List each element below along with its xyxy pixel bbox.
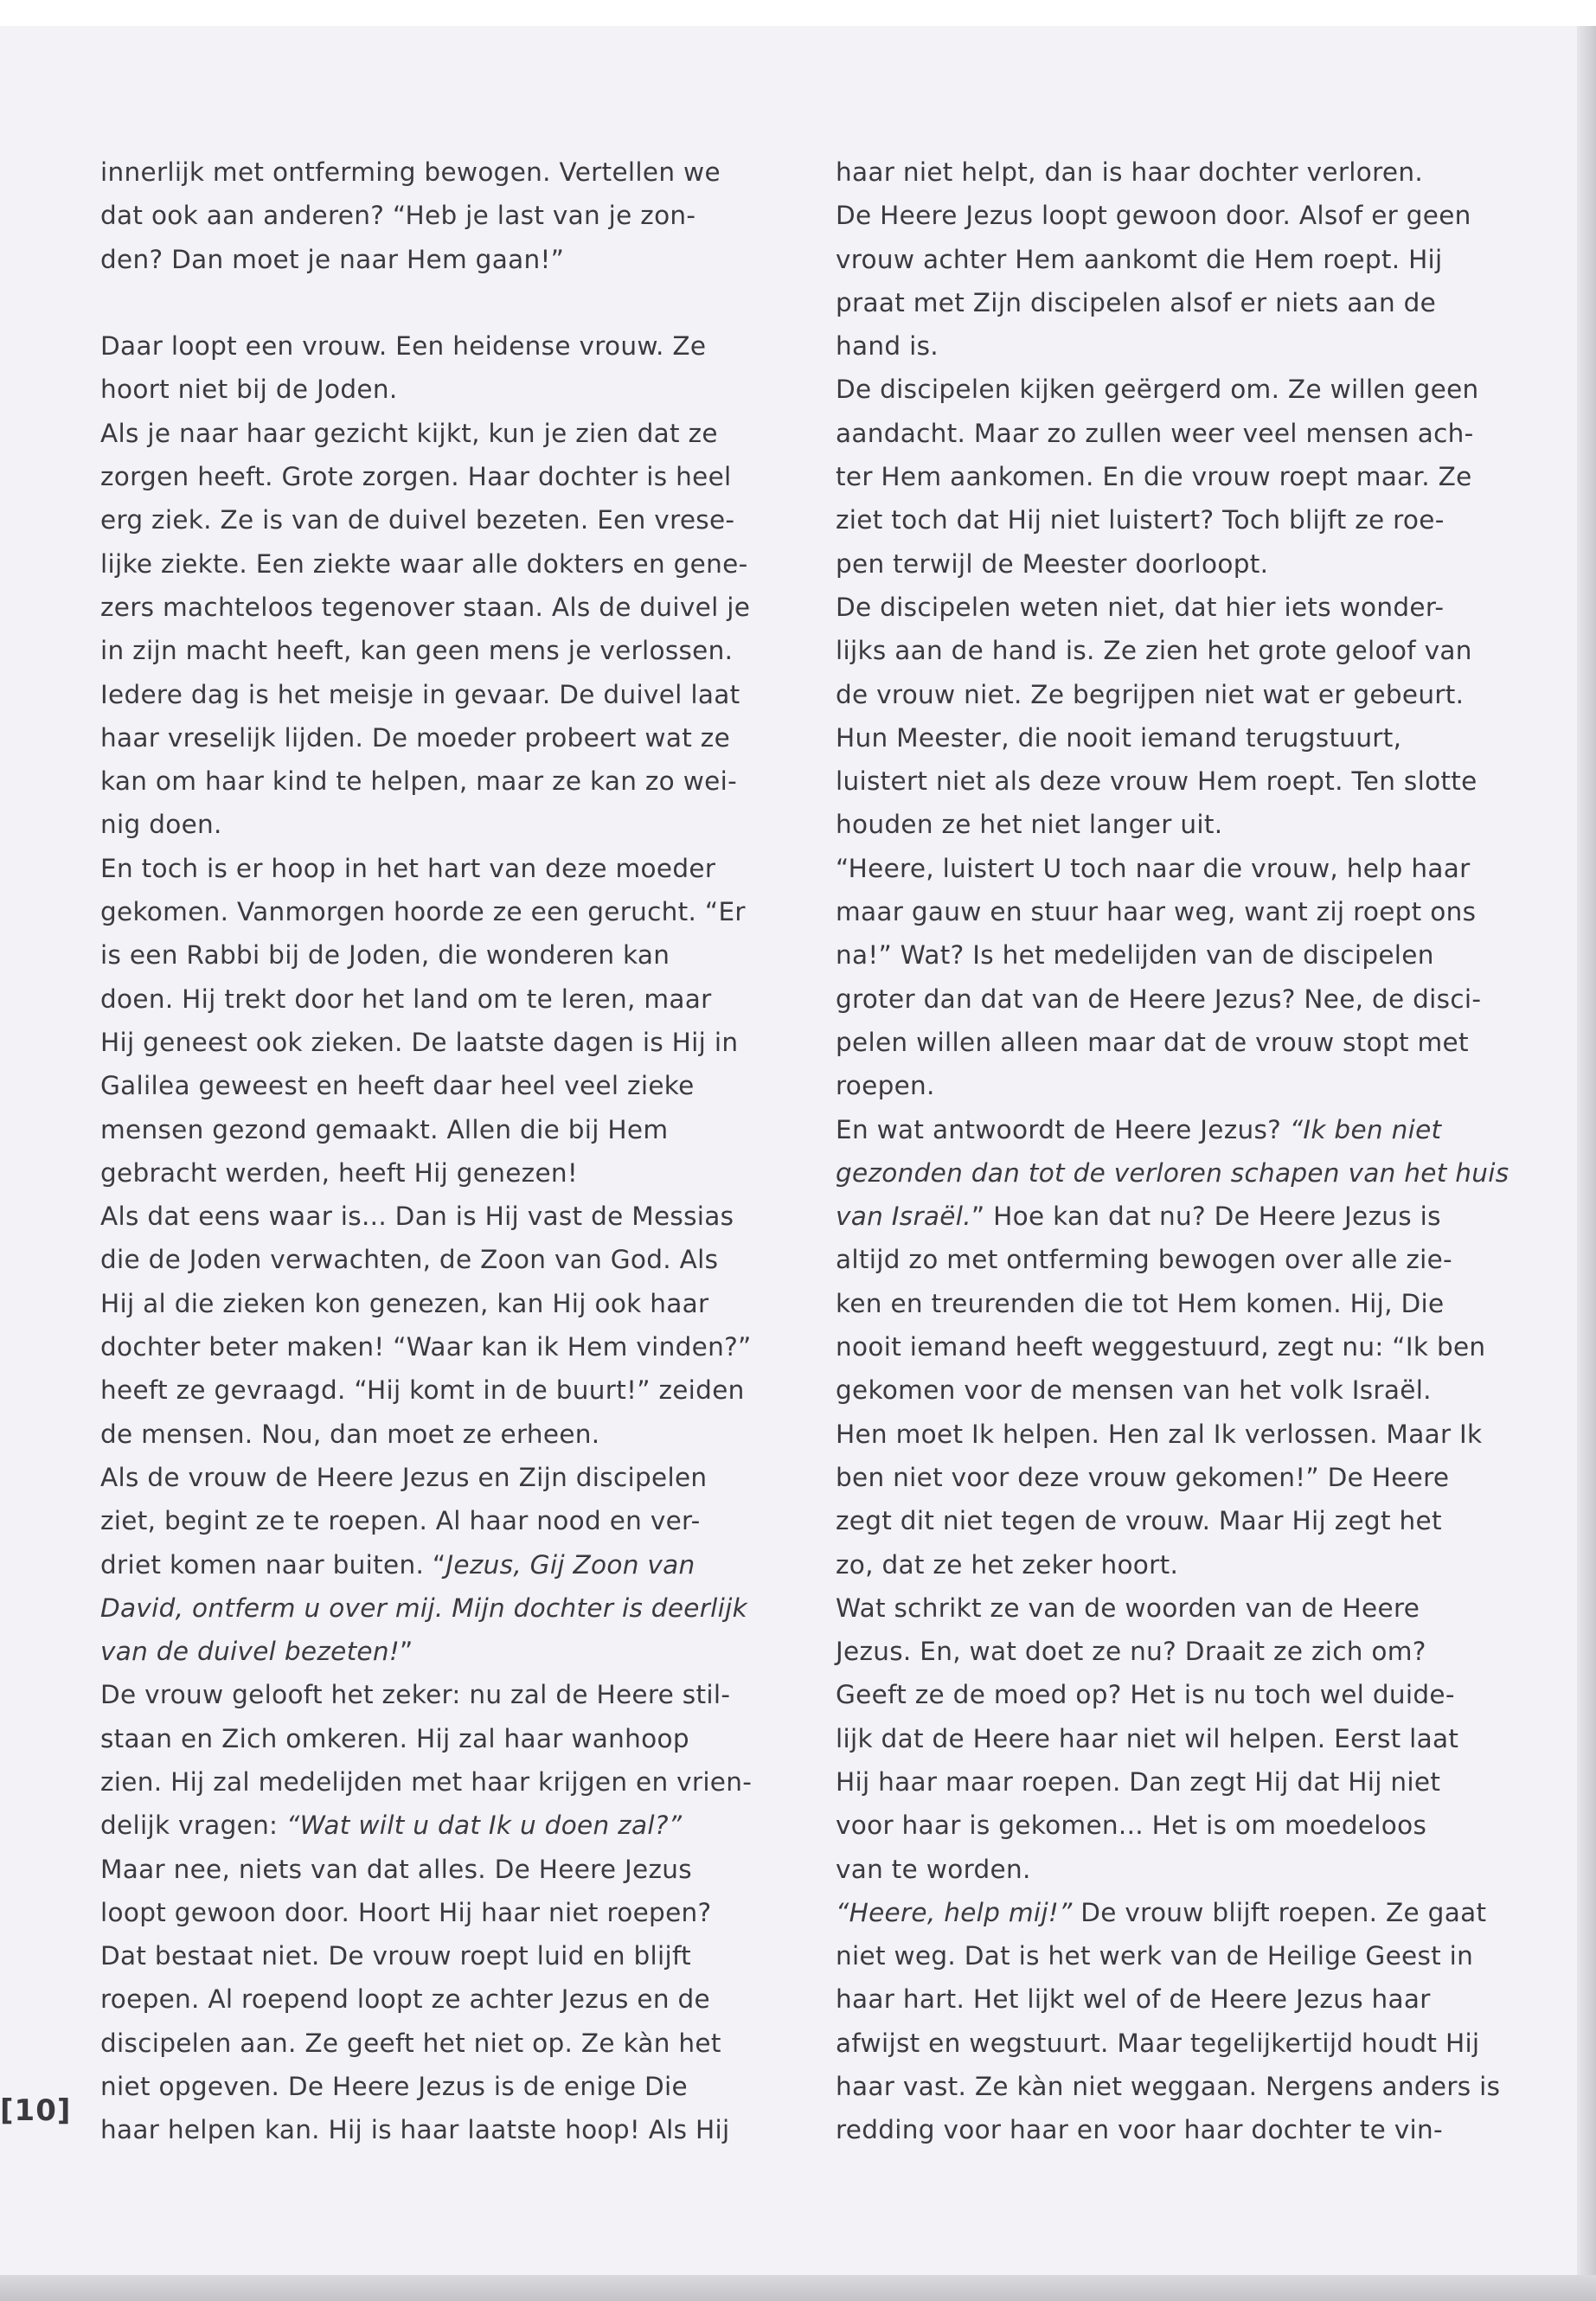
- text-run: delijk vragen:: [100, 1811, 286, 1841]
- text-line: [100, 368, 775, 411]
- text-line: [100, 1195, 775, 1238]
- text-run: gekomen voor de mensen van het volk Israël.: [836, 1375, 1432, 1406]
- text-run: lijke ziekte. Een ziekte waar alle dokters en gene-: [100, 548, 748, 579]
- text-line: [836, 1673, 1510, 1716]
- text-line: [836, 1934, 1510, 1977]
- text-line: [836, 760, 1510, 803]
- text-line: [100, 542, 775, 586]
- text-run: haar niet helpt, dan is haar dochter verloren.: [836, 157, 1424, 187]
- page-number: [10]: [0, 2093, 72, 2128]
- text-run: Als de vrouw de Heere Jezus en Zijn discipelen: [100, 1462, 708, 1492]
- italic-quote-run: David, ontferm u over mij. Mijn dochter is deerlijk: [100, 1593, 748, 1623]
- text-line: [836, 1630, 1510, 1673]
- text-run: voor haar is gekomen... Het is om moedeloos: [836, 1811, 1427, 1841]
- text-line: [100, 716, 775, 760]
- text-line: [836, 1282, 1510, 1325]
- text-run: Jezus. En, wat doet ze nu? Draait ze zich om?: [836, 1637, 1426, 1667]
- italic-quote-run: gezonden dan tot de verloren schapen van het huis: [836, 1157, 1509, 1188]
- italic-quote-run: “Wat wilt u dat Ik u doen zal?”: [285, 1811, 683, 1841]
- text-run: ter Hem aankomen. En die vrouw roept maar. Ze: [836, 462, 1472, 492]
- text-run: den? Dan moet je naar Hem gaan!”: [100, 244, 565, 274]
- text-run: dat ook aan anderen? “Heb je last van je zon-: [100, 201, 696, 231]
- text-line: [836, 1413, 1510, 1456]
- text-run: En toch is er hoop in het hart van deze moeder: [100, 853, 716, 883]
- text-line: [836, 151, 1510, 194]
- text-line: [100, 151, 775, 194]
- text-run: Hen moet Ik helpen. Hen zal Ik verlossen. Maar Ik: [836, 1419, 1483, 1449]
- text-line: [100, 412, 775, 455]
- text-line: [836, 1064, 1510, 1107]
- text-line: [100, 1543, 775, 1586]
- text-run: niet opgeven. De Heere Jezus is de enige Die: [100, 2072, 688, 2102]
- text-run: is een Rabbi bij de Joden, die wonderen kan: [100, 940, 670, 971]
- text-line: [836, 455, 1510, 498]
- text-line: [836, 673, 1510, 716]
- text-line: [836, 368, 1510, 411]
- text-run: ziet toch dat Hij niet luistert? Toch blijft ze roe-: [836, 505, 1445, 535]
- text-line: [836, 498, 1510, 542]
- text-run: erg ziek. Ze is van de duivel bezeten. Een vrese-: [100, 505, 735, 535]
- text-line: [836, 2022, 1510, 2065]
- text-run: in zijn macht heeft, kan geen mens je verlossen.: [100, 636, 734, 666]
- text-line: [100, 2065, 775, 2108]
- text-run: aandacht. Maar zo zullen weer veel mensen ach-: [836, 418, 1474, 448]
- text-line: [836, 629, 1510, 672]
- text-line: [836, 1848, 1510, 1891]
- text-run: haar hart. Het lijkt wel of de Heere Jezus haar: [836, 1984, 1431, 2015]
- text-line: [100, 1108, 775, 1151]
- text-line: [836, 412, 1510, 455]
- text-run: zien. Hij zal medelijden met haar krijgen en vrien-: [100, 1766, 753, 1797]
- text-line: [100, 1977, 775, 2021]
- text-run: zegt dit niet tegen de vrouw. Maar Hij zegt het: [836, 1506, 1442, 1536]
- text-line: [100, 1673, 775, 1716]
- text-run: afwijst en wegstuurt. Maar tegelijkertijd houdt Hij: [836, 2028, 1480, 2058]
- italic-quote-run: Jezus, Gij Zoon van: [445, 1549, 695, 1580]
- text-run: die de Joden verwachten, de Zoon van God. Als: [100, 1245, 719, 1275]
- text-run: driet komen naar buiten. “: [100, 1549, 446, 1580]
- text-line: [100, 1064, 775, 1107]
- text-run: loopt gewoon door. Hoort Hij haar niet roepen?: [100, 1897, 712, 1927]
- text-line: [100, 1848, 775, 1891]
- text-line: [100, 760, 775, 803]
- text-line: [100, 847, 775, 890]
- text-run: roepen. Al roepend loopt ze achter Jezus en de: [100, 1984, 710, 2015]
- text-run: altijd zo met ontferming bewogen over alle zie-: [836, 1245, 1452, 1275]
- text-run: Als dat eens waar is... Dan is Hij vast de Messias: [100, 1202, 734, 1232]
- text-run: de vrouw niet. Ze begrijpen niet wat er gebeurt.: [836, 679, 1465, 709]
- text-run: Hun Meester, die nooit iemand terugstuurt,: [836, 722, 1402, 753]
- text-run: luistert niet als deze vrouw Hem roept. Ten slotte: [836, 766, 1477, 797]
- text-run: Daar loopt een vrouw. Een heidense vrouw. Ze: [100, 331, 707, 362]
- text-line: [836, 1499, 1510, 1542]
- text-run: pelen willen alleen maar dat de vrouw stopt met: [836, 1027, 1469, 1057]
- text-line: [836, 1195, 1510, 1238]
- text-line: [836, 1456, 1510, 1499]
- text-run: innerlijk met ontferming bewogen. Vertellen we: [100, 157, 721, 187]
- text-line: [836, 1021, 1510, 1064]
- text-run: Galilea geweest en heeft daar heel veel zieke: [100, 1071, 695, 1101]
- text-line: [100, 1717, 775, 1760]
- text-run: Hij haar maar roepen. Dan zegt Hij dat Hij niet: [836, 1766, 1441, 1797]
- text-run: hoort niet bij de Joden.: [100, 375, 398, 405]
- text-line: [100, 1760, 775, 1804]
- text-run: groter dan dat van de Heere Jezus? Nee, de disci-: [836, 984, 1482, 1014]
- text-line: [836, 933, 1510, 977]
- text-run: van te worden.: [836, 1854, 1031, 1884]
- text-line: [100, 455, 775, 498]
- text-run: nig doen.: [100, 810, 222, 840]
- text-line: [836, 1543, 1510, 1586]
- text-run: de mensen. Nou, dan moet ze erheen.: [100, 1419, 600, 1449]
- text-line: [100, 1891, 775, 1934]
- text-line: [100, 2108, 775, 2151]
- left-column: [100, 151, 775, 2152]
- text-run: Iedere dag is het meisje in gevaar. De duivel laat: [100, 679, 740, 709]
- text-line: [100, 1630, 775, 1673]
- text-line: [836, 542, 1510, 586]
- text-line: [836, 2108, 1510, 2151]
- text-run: lijks aan de hand is. Ze zien het grote geloof van: [836, 636, 1472, 666]
- text-line: [836, 1108, 1510, 1151]
- text-line: [836, 1977, 1510, 2021]
- text-run: De discipelen weten niet, dat hier iets wonder-: [836, 592, 1445, 622]
- text-line: [836, 977, 1510, 1021]
- text-run: Dat bestaat niet. De vrouw roept luid en blijft: [100, 1941, 692, 1971]
- text-line: [100, 977, 775, 1021]
- text-line: [100, 1151, 775, 1195]
- text-run: zers machteloos tegenover staan. Als de duivel je: [100, 592, 751, 622]
- text-line: [836, 847, 1510, 890]
- text-line: [836, 324, 1510, 368]
- text-line: [100, 238, 775, 281]
- text-line: [836, 1891, 1510, 1934]
- text-run: kan om haar kind te helpen, maar ze kan zo wei-: [100, 766, 738, 797]
- text-line: [836, 1325, 1510, 1368]
- text-line: [100, 194, 775, 237]
- text-run: ” Hoe kan dat nu? De Heere Jezus is: [971, 1202, 1441, 1232]
- text-line: [100, 1325, 775, 1368]
- text-run: Hij al die zieken kon genezen, kan Hij ook haar: [100, 1288, 709, 1318]
- text-run: dochter beter maken! “Waar kan ik Hem vinden?”: [100, 1332, 752, 1362]
- text-run: nooit iemand heeft weggestuurd, zegt nu: “Ik ben: [836, 1332, 1486, 1362]
- text-run: hand is.: [836, 331, 939, 362]
- italic-quote-run: “Ik ben niet: [1289, 1114, 1442, 1144]
- text-line: [100, 1586, 775, 1630]
- text-run: gebracht werden, heeft Hij genezen!: [100, 1157, 579, 1188]
- text-run: De vrouw blijft roepen. Ze gaat: [1072, 1897, 1487, 1927]
- text-line: [100, 1804, 775, 1847]
- text-line: [836, 238, 1510, 281]
- text-run: doen. Hij trekt door het land om te leren, maar: [100, 984, 712, 1014]
- text-run: haar vast. Ze kàn niet weggaan. Nergens anders is: [836, 2072, 1501, 2102]
- text-run: En wat antwoordt de Heere Jezus?: [836, 1114, 1290, 1144]
- text-run: De vrouw gelooft het zeker: nu zal de Heere stil-: [100, 1680, 731, 1710]
- text-line: [100, 629, 775, 672]
- italic-quote-run: “Heere, help mij!”: [836, 1897, 1073, 1927]
- text-run: Maar nee, niets van dat alles. De Heere Jezus: [100, 1854, 692, 1884]
- text-run: maar gauw en stuur haar weg, want zij roept ons: [836, 897, 1477, 927]
- text-line: [100, 1456, 775, 1499]
- text-run: vrouw achter Hem aankomt die Hem roept. Hij: [836, 244, 1443, 274]
- text-run: ben niet voor deze vrouw gekomen!” De Heere: [836, 1462, 1450, 1492]
- text-line: [836, 586, 1510, 629]
- text-run: “Heere, luistert U toch naar die vrouw, help haar: [836, 853, 1471, 883]
- page-binding-edge: [1577, 26, 1596, 2275]
- text-line: [100, 803, 775, 846]
- text-line: [836, 1368, 1510, 1412]
- text-line: [836, 194, 1510, 237]
- text-run: ken en treurenden die tot Hem komen. Hij, Die: [836, 1288, 1445, 1318]
- text-line: [836, 716, 1510, 760]
- text-run: haar vreselijk lijden. De moeder probeert wat ze: [100, 722, 731, 753]
- text-line: [100, 324, 775, 368]
- text-run: redding voor haar en voor haar dochter te vin-: [836, 2115, 1443, 2145]
- text-line: [836, 1586, 1510, 1630]
- text-run: De Heere Jezus loopt gewoon door. Alsof er geen: [836, 201, 1471, 231]
- text-line: [100, 498, 775, 542]
- text-line: [100, 1413, 775, 1456]
- text-run: praat met Zijn discipelen alsof er niets aan de: [836, 287, 1437, 317]
- text-line: [836, 1717, 1510, 1760]
- text-line: [836, 2065, 1510, 2108]
- text-line: [100, 673, 775, 716]
- text-line: [100, 933, 775, 977]
- text-run: Wat schrikt ze van de woorden van de Heere: [836, 1593, 1420, 1623]
- text-run: staan en Zich omkeren. Hij zal haar wanhoop: [100, 1723, 689, 1753]
- scan-top-margin: [0, 0, 1596, 26]
- text-run: roepen.: [836, 1071, 935, 1101]
- text-run: Als je naar haar gezicht kijkt, kun je zien dat ze: [100, 418, 718, 448]
- text-run: ”: [400, 1637, 413, 1667]
- italic-quote-run: van Israël.: [836, 1202, 971, 1232]
- text-run: discipelen aan. Ze geeft het niet op. Ze kàn het: [100, 2028, 721, 2058]
- scan-bottom-edge: [0, 2275, 1596, 2301]
- text-line: [100, 890, 775, 933]
- text-run: De discipelen kijken geërgerd om. Ze willen geen: [836, 375, 1479, 405]
- text-line: [100, 1021, 775, 1064]
- text-run: heeft ze gevraagd. “Hij komt in de buurt!” zeiden: [100, 1375, 745, 1406]
- text-run: zorgen heeft. Grote zorgen. Haar dochter is heel: [100, 462, 732, 492]
- text-run: lijk dat de Heere haar niet wil helpen. Eerst laat: [836, 1723, 1459, 1753]
- text-line: [836, 890, 1510, 933]
- text-run: Geeft ze de moed op? Het is nu toch wel duide-: [836, 1680, 1455, 1710]
- text-line: [100, 1238, 775, 1281]
- text-run: niet weg. Dat is het werk van de Heilige Geest in: [836, 1941, 1474, 1971]
- text-line: [836, 803, 1510, 846]
- text-run: haar helpen kan. Hij is haar laatste hoop! Als Hij: [100, 2115, 730, 2145]
- text-run: gekomen. Vanmorgen hoorde ze een gerucht. “Er: [100, 897, 746, 927]
- text-line: [100, 1934, 775, 1977]
- text-run: zo, dat ze het zeker hoort.: [836, 1549, 1179, 1580]
- text-line: [836, 1151, 1510, 1195]
- text-run: Hij geneest ook zieken. De laatste dagen is Hij in: [100, 1027, 739, 1057]
- text-line: [100, 586, 775, 629]
- text-run: ziet, begint ze te roepen. Al haar nood en ver-: [100, 1506, 701, 1536]
- text-line: [100, 1368, 775, 1412]
- text-line: [100, 1499, 775, 1542]
- paragraph-gap: [100, 281, 775, 324]
- text-line: [100, 1282, 775, 1325]
- text-line: [836, 281, 1510, 324]
- text-run: mensen gezond gemaakt. Allen die bij Hem: [100, 1114, 669, 1144]
- text-run: houden ze het niet langer uit.: [836, 810, 1223, 840]
- text-line: [836, 1238, 1510, 1281]
- text-run: na!” Wat? Is het medelijden van de discipelen: [836, 940, 1434, 971]
- right-column: [836, 151, 1510, 2152]
- text-line: [836, 1760, 1510, 1804]
- text-run: pen terwijl de Meester doorloopt.: [836, 548, 1269, 579]
- italic-quote-run: van de duivel bezeten!: [100, 1637, 401, 1667]
- text-line: [100, 2022, 775, 2065]
- text-line: [836, 1804, 1510, 1847]
